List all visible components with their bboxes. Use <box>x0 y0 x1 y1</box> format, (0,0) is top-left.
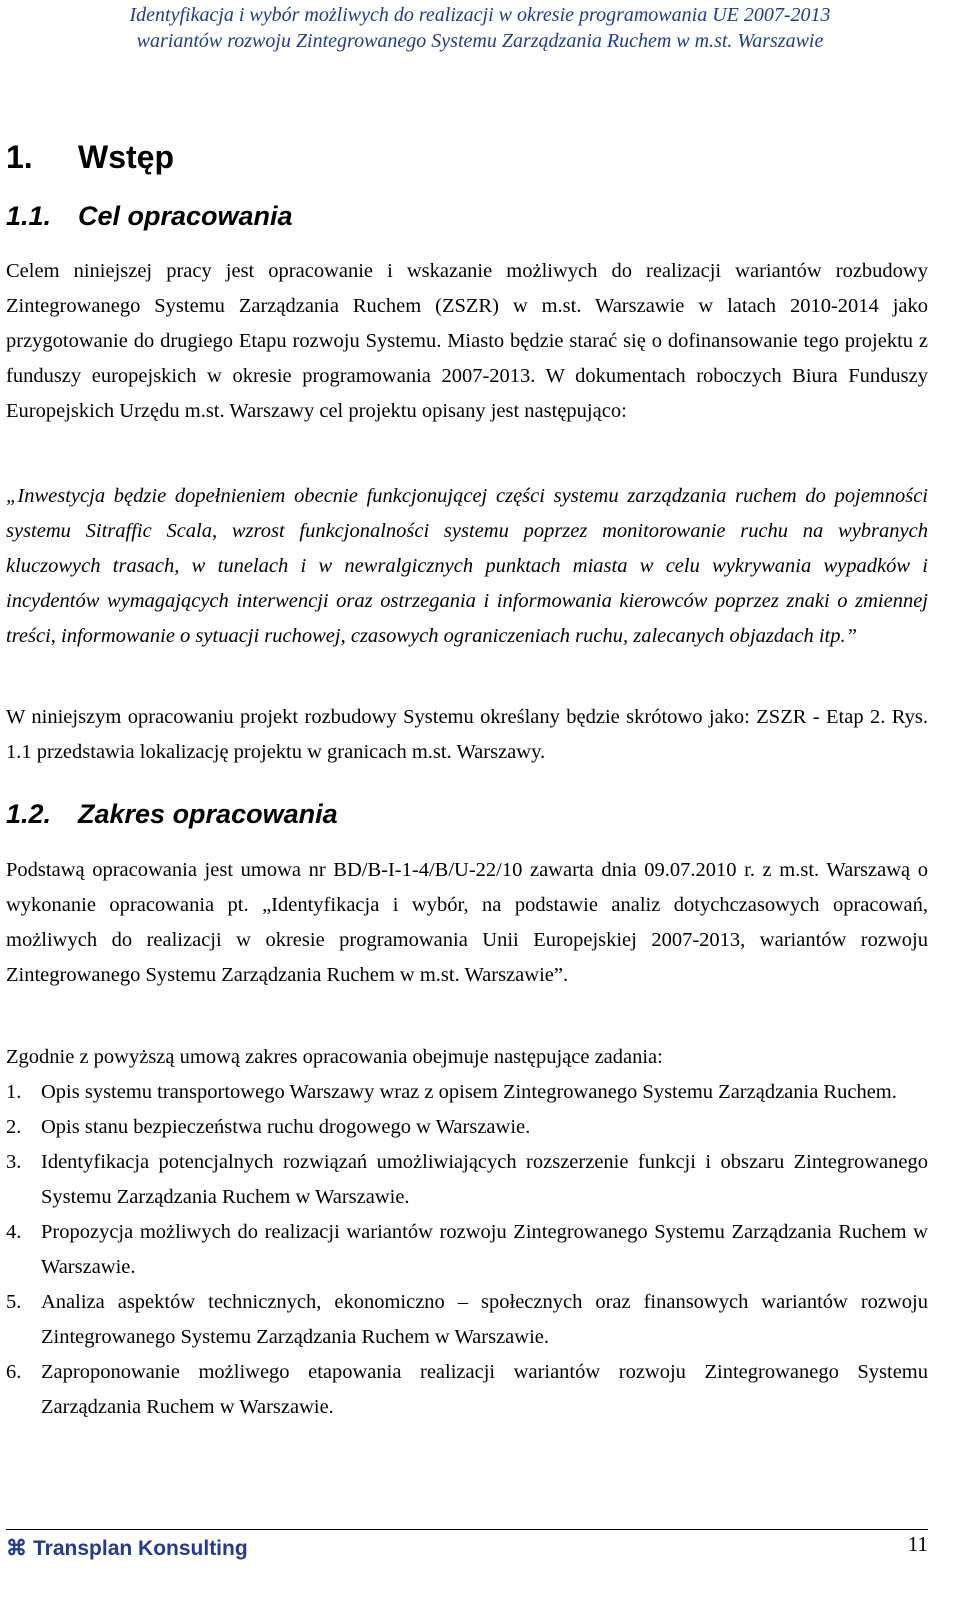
section-1-1-title: Cel opracowania <box>78 201 293 231</box>
list-item-number: 6. <box>6 1361 22 1383</box>
list-item <box>6 1355 928 1425</box>
section-1-2-number: 1.2. <box>6 799 52 829</box>
list-item-number: 1. <box>6 1081 22 1103</box>
list-item-text: Identyfikacja potencjalnych rozwiązań umożliwiających rozszerzenie funkcji i obszaru Zintegrowanego Systemu Zarządzania Ruchem w Warszawie. <box>41 1151 928 1208</box>
tasks-intro: Zgodnie z powyższą umową zakres opracowania obejmuje następujące zadania: <box>6 1046 663 1068</box>
list-item-number: 4. <box>6 1221 22 1243</box>
tasks-list <box>6 1075 928 1425</box>
running-header-line-1: Identyfikacja i wybór możliwych do realizacji w okresie programowania UE 2007-2013 <box>129 4 831 26</box>
list-item-text: Propozycja możliwych do realizacji wariantów rozwoju Zintegrowanego Systemu Zarządzania Ruchem w Warszawie. <box>41 1221 928 1278</box>
footer-divider <box>6 1529 928 1530</box>
list-item <box>6 1215 928 1285</box>
page-number: 11 <box>907 1532 928 1556</box>
section-1-1-number: 1.1. <box>6 201 52 231</box>
list-item <box>6 1075 928 1110</box>
company-name: Transplan Konsulting <box>33 1537 248 1560</box>
list-item-text: Opis systemu transportowego Warszawy wraz z opisem Zintegrowanego Systemu Zarządzania Ruchem. <box>41 1081 897 1103</box>
list-item <box>6 1110 928 1145</box>
list-item <box>6 1285 928 1355</box>
section-1-title: Wstęp <box>78 139 174 175</box>
list-item-text: Zaproponowanie możliwego etapowania realizacji wariantów rozwoju Zintegrowanego Systemu Zarządzania Ruchem w Warszawie. <box>41 1361 928 1418</box>
list-item-text: Analiza aspektów technicznych, ekonomiczno – społecznych oraz finansowych wariantów rozwoju Zintegrowanego Systemu Zarządzania Ruchem w Warszawie. <box>41 1291 928 1348</box>
company-logo-icon: ⌘ <box>6 1537 27 1560</box>
list-item-number: 5. <box>6 1291 22 1313</box>
list-item-text: Opis stanu bezpieczeństwa ruchu drogowego w Warszawie. <box>41 1116 531 1138</box>
section-1-2-title: Zakres opracowania <box>78 799 338 829</box>
list-item-number: 2. <box>6 1116 22 1138</box>
section-1-number: 1. <box>6 139 33 175</box>
section-1-2-paragraph-1: Podstawą opracowania jest umowa nr BD/B-I-1-4/B/U-22/10 zawarta dnia 09.07.2010 r. z m.st. Warszawą o wykonanie opracowania pt. „Identyfikacja i wybór, na podstawie analiz dotychczasowych opracowań, możliwych do realizacji w okresie programowania Unii Europejskiej 2007-2013, wariantów rozwoju Zintegrowanego Systemu Zarządzania Ruchem w m.st. Warszawie”. <box>6 859 928 986</box>
running-header <box>60 2 900 54</box>
section-1-1-paragraph-2: W niniejszym opracowaniu projekt rozbudowy Systemu określany będzie skrótowo jako: ZSZR - Etap 2. Rys. 1.1 przedstawia lokalizację projektu w granicach m.st. Warszawy. <box>6 706 928 763</box>
footer-company <box>6 1535 248 1563</box>
list-item-number: 3. <box>6 1151 22 1173</box>
section-1-heading <box>6 137 174 177</box>
list-item <box>6 1145 928 1215</box>
project-goal-quote: „Inwestycja będzie dopełnieniem obecnie funkcjonującej części systemu zarządzania ruchem do pojemności systemu Sitraffic Scala, wzrost funkcjonalności systemu poprzez monitorowanie ruchu na wybranych kluczowych trasach, w tunelach i w newralgicznych punktach miasta w celu wykrywania wypadków i incydentów wymagających interwencji oraz ostrzegania i informowania kierowców poprzez znaki o zmiennej treści, informowanie o sytuacji ruchowej, czasowych ograniczeniach ruchu, zalecanych objazdach itp.” <box>6 485 928 647</box>
section-1-2-heading <box>6 796 338 832</box>
running-header-line-2: wariantów rozwoju Zintegrowanego Systemu Zarządzania Ruchem w m.st. Warszawie <box>136 30 824 52</box>
section-1-1-heading <box>6 198 293 234</box>
section-1-1-paragraph-1: Celem niniejszej pracy jest opracowanie i wskazanie możliwych do realizacji wariantów rozbudowy Zintegrowanego Systemu Zarządzania Ruchem (ZSZR) w m.st. Warszawie w latach 2010-2014 jako przygotowanie do drugiego Etapu rozwoju Systemu. Miasto będzie starać się o dofinansowanie tego projektu z funduszy europejskich w okresie programowania 2007-2013. W dokumentach roboczych Biura Funduszy Europejskich Urzędu m.st. Warszawy cel projektu opisany jest następująco: <box>6 260 928 422</box>
